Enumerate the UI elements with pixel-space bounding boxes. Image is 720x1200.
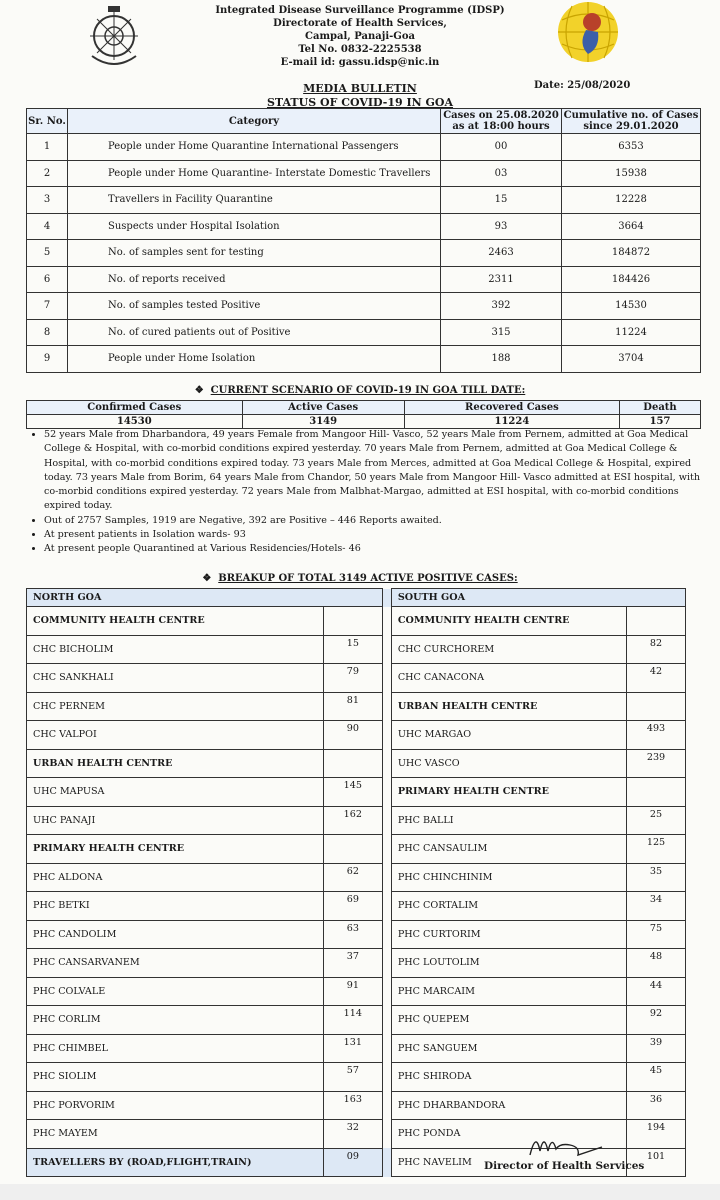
sr-cell: 4	[27, 213, 68, 240]
list-item: • 52 years Male from Dharbandora, 49 years Female from Mangoor Hill- Vasco, 52 years Male from Pernem, admitted at Goa Medical College & Hospital, with co-morbid conditions expired yesterday. 70 years Male from Pernem, admitted at Goa Medical College & Hospital, with co-morbid conditions expired today. 73 years Male from Merces, admitted at Goa Medical College & Hospital, expired today. 73 years Male from Borim, 64 years Male from Chandor, 50 years Male from Mangoor Hill- Vasco admitted at ESI hospital, with co-morbid conditions expired yesterday. 72 years Male from Malbhat-Margao, admitted at ESI hospital, with co-morbid conditions expired today.	[44, 428, 704, 514]
south-case-count	[627, 607, 686, 636]
scenario-label: Confirmed Cases	[27, 401, 243, 415]
table-row	[27, 920, 686, 949]
table-row	[27, 1006, 686, 1035]
south-goa-header: SOUTH GOA	[391, 589, 685, 607]
south-case-count: 82	[627, 635, 686, 664]
scenario-value-row	[27, 415, 701, 429]
category-cell: No. of samples sent for testing	[68, 240, 441, 267]
cumulative-cell: 14530	[562, 293, 701, 320]
north-centre-name: UHC PANAJI	[27, 806, 324, 835]
category-cell: People under Home Isolation	[68, 346, 441, 373]
north-centre-name: PRIMARY HEALTH CENTRE	[27, 835, 324, 864]
north-case-count: 79	[323, 664, 382, 693]
south-case-count: 101	[627, 1148, 686, 1177]
table-row	[27, 1063, 686, 1092]
scenario-label: Death	[620, 401, 701, 415]
south-case-count	[627, 692, 686, 721]
south-centre-name: PHC LOUTOLIM	[391, 949, 626, 978]
category-cell: People under Home Quarantine- Interstate Domestic Travellers	[68, 160, 441, 187]
south-case-count: 36	[627, 1091, 686, 1120]
cumulative-cell: 11224	[562, 319, 701, 346]
breakup-heading-text: BREAKUP OF TOTAL 3149 ACTIVE POSITIVE CASES:	[218, 573, 518, 584]
column-header: Category	[68, 109, 441, 134]
north-centre-name: PHC BETKI	[27, 892, 324, 921]
north-case-count: 145	[323, 778, 382, 807]
north-case-count: 69	[323, 892, 382, 921]
south-case-count: 125	[627, 835, 686, 864]
cumulative-cell: 6353	[562, 134, 701, 161]
list-item: • Out of 2757 Samples, 1919 are Negative, 392 are Positive – 446 Reports awaited.	[44, 514, 704, 528]
breakup-table	[26, 588, 686, 1177]
north-case-count: 162	[323, 806, 382, 835]
active-cases-value: 3149	[242, 415, 404, 429]
south-case-count: 239	[627, 749, 686, 778]
bottom-strip	[0, 1184, 720, 1200]
table-row	[27, 977, 686, 1006]
column-header: Cases on 25.08.2020 as at 18:00 hours	[441, 109, 562, 134]
north-centre-name: PHC CORLIM	[27, 1006, 324, 1035]
north-case-count	[323, 607, 382, 636]
category-cell: No. of reports received	[68, 266, 441, 293]
today-cell: 00	[441, 134, 562, 161]
table-row	[27, 266, 701, 293]
scenario-label: Active Cases	[242, 401, 404, 415]
category-cell: Suspects under Hospital Isolation	[68, 213, 441, 240]
north-case-count: 62	[323, 863, 382, 892]
south-centre-name: PHC CANSAULIM	[391, 835, 626, 864]
south-case-count: 75	[627, 920, 686, 949]
category-cell: People under Home Quarantine International Passengers	[68, 134, 441, 161]
north-centre-name: CHC SANKHALI	[27, 664, 324, 693]
south-case-count: 25	[627, 806, 686, 835]
table-row	[27, 721, 686, 750]
org-line: E-mail id: gassu.idsp@nic.in	[280, 57, 440, 68]
south-case-count: 34	[627, 892, 686, 921]
south-centre-name: PHC MARCAIM	[391, 977, 626, 1006]
cumulative-cell: 15938	[562, 160, 701, 187]
table-row	[27, 806, 686, 835]
north-case-count: 15	[323, 635, 382, 664]
bulletin-title	[0, 82, 720, 110]
north-centre-name: PHC ALDONA	[27, 863, 324, 892]
sr-cell: 9	[27, 346, 68, 373]
north-centre-name: PHC MAYEM	[27, 1120, 324, 1149]
south-centre-name: PHC NAVELIM	[391, 1148, 626, 1177]
cumulative-cell: 12228	[562, 187, 701, 214]
recovered-cases-value: 11224	[404, 415, 619, 429]
south-case-count: 493	[627, 721, 686, 750]
south-centre-name: PHC CURTORIM	[391, 920, 626, 949]
sr-cell: 3	[27, 187, 68, 214]
south-case-count: 194	[627, 1120, 686, 1149]
north-centre-name: PHC CANDOLIM	[27, 920, 324, 949]
status-table	[26, 108, 701, 373]
table-row	[27, 319, 701, 346]
scenario-heading: ❖ CURRENT SCENARIO OF COVID-19 IN GOA TILL DATE:	[194, 385, 526, 396]
today-cell: 15	[441, 187, 562, 214]
south-centre-name: PHC SANGUEM	[391, 1034, 626, 1063]
goa-emblem-icon	[84, 6, 144, 74]
north-case-count: 37	[323, 949, 382, 978]
table-row	[27, 835, 686, 864]
today-cell: 188	[441, 346, 562, 373]
north-centre-name: PHC CHIMBEL	[27, 1034, 324, 1063]
cumulative-cell: 184872	[562, 240, 701, 267]
north-centre-name: COMMUNITY HEALTH CENTRE	[27, 607, 324, 636]
org-line: Campal, Panaji-Goa	[305, 31, 415, 42]
north-centre-name: TRAVELLERS BY (ROAD,FLIGHT,TRAIN)	[27, 1148, 324, 1177]
sr-cell: 2	[27, 160, 68, 187]
org-line: Tel No. 0832-2225538	[298, 44, 422, 55]
scenario-label-row	[27, 401, 701, 415]
south-case-count: 45	[627, 1063, 686, 1092]
table-row	[27, 160, 701, 187]
signature-icon	[520, 1125, 610, 1165]
sr-cell: 8	[27, 319, 68, 346]
south-case-count: 39	[627, 1034, 686, 1063]
north-centre-name: PHC CANSARVANEM	[27, 949, 324, 978]
north-centre-name: CHC BICHOLIM	[27, 635, 324, 664]
status-table-body	[27, 134, 701, 373]
table-row	[27, 664, 686, 693]
list-item: • At present people Quarantined at Various Residencies/Hotels- 46	[44, 542, 704, 556]
south-centre-name: PHC QUEPEM	[391, 1006, 626, 1035]
south-case-count	[627, 778, 686, 807]
table-row	[27, 949, 686, 978]
south-centre-name: PHC PONDA	[391, 1120, 626, 1149]
table-row	[27, 778, 686, 807]
south-centre-name: COMMUNITY HEALTH CENTRE	[391, 607, 626, 636]
table-header-row	[27, 109, 701, 134]
sr-cell: 6	[27, 266, 68, 293]
bulletin-date: Date: 25/08/2020	[534, 80, 631, 91]
table-row	[27, 1091, 686, 1120]
north-case-count: 81	[323, 692, 382, 721]
north-case-count: 63	[323, 920, 382, 949]
north-centre-name: UHC MAPUSA	[27, 778, 324, 807]
south-case-count: 44	[627, 977, 686, 1006]
south-centre-name: PHC CHINCHINIM	[391, 863, 626, 892]
today-cell: 2311	[441, 266, 562, 293]
south-centre-name: CHC CURCHOREM	[391, 635, 626, 664]
org-line: Integrated Disease Surveillance Programme (IDSP)	[215, 5, 505, 16]
south-case-count: 48	[627, 949, 686, 978]
north-case-count: 114	[323, 1006, 382, 1035]
sr-cell: 1	[27, 134, 68, 161]
south-centre-name: PHC DHARBANDORA	[391, 1091, 626, 1120]
org-line: Directorate of Health Services,	[273, 18, 447, 29]
north-case-count: 57	[323, 1063, 382, 1092]
north-centre-name: URBAN HEALTH CENTRE	[27, 749, 324, 778]
south-centre-name: PRIMARY HEALTH CENTRE	[391, 778, 626, 807]
table-row	[27, 187, 701, 214]
table-row	[27, 213, 701, 240]
cumulative-cell: 3704	[562, 346, 701, 373]
list-item: • At present patients in Isolation wards- 93	[44, 528, 704, 542]
south-centre-name: UHC VASCO	[391, 749, 626, 778]
today-cell: 93	[441, 213, 562, 240]
category-cell: No. of samples tested Positive	[68, 293, 441, 320]
death-value: 157	[620, 415, 701, 429]
north-case-count	[323, 835, 382, 864]
south-centre-name: PHC BALLI	[391, 806, 626, 835]
south-centre-name: CHC CANACONA	[391, 664, 626, 693]
south-case-count: 35	[627, 863, 686, 892]
south-case-count: 42	[627, 664, 686, 693]
scenario-label: Recovered Cases	[404, 401, 619, 415]
north-case-count: 32	[323, 1120, 382, 1149]
south-case-count: 92	[627, 1006, 686, 1035]
south-centre-name: UHC MARGAO	[391, 721, 626, 750]
sr-cell: 5	[27, 240, 68, 267]
breakup-header-row	[27, 589, 686, 607]
bullet-list	[30, 428, 704, 557]
today-cell: 392	[441, 293, 562, 320]
north-case-count: 163	[323, 1091, 382, 1120]
table-row	[27, 1034, 686, 1063]
breakup-heading: ❖ BREAKUP OF TOTAL 3149 ACTIVE POSITIVE CASES:	[202, 573, 518, 584]
category-cell: No. of cured patients out of Positive	[68, 319, 441, 346]
table-row	[27, 892, 686, 921]
north-centre-name: CHC PERNEM	[27, 692, 324, 721]
table-row	[27, 240, 701, 267]
scenario-heading-text: CURRENT SCENARIO OF COVID-19 IN GOA TILL DATE:	[210, 385, 526, 396]
north-case-count: 91	[323, 977, 382, 1006]
table-row	[27, 293, 701, 320]
today-cell: 315	[441, 319, 562, 346]
category-cell: Travellers in Facility Quarantine	[68, 187, 441, 214]
south-centre-name: PHC SHIRODA	[391, 1063, 626, 1092]
north-centre-name: PHC COLVALE	[27, 977, 324, 1006]
confirmed-cases-value: 14530	[27, 415, 243, 429]
scenario-table	[26, 400, 701, 429]
south-centre-name: URBAN HEALTH CENTRE	[391, 692, 626, 721]
south-centre-name: PHC CORTALIM	[391, 892, 626, 921]
column-header: Cumulative no. of Cases since 29.01.2020	[562, 109, 701, 134]
today-cell: 03	[441, 160, 562, 187]
north-case-count: 90	[323, 721, 382, 750]
north-case-count	[323, 749, 382, 778]
column-header: Sr. No.	[27, 109, 68, 134]
table-row	[27, 863, 686, 892]
north-case-count: 09	[323, 1148, 382, 1177]
cumulative-cell: 184426	[562, 266, 701, 293]
table-row	[27, 607, 686, 636]
table-row	[27, 134, 701, 161]
cumulative-cell: 3664	[562, 213, 701, 240]
page-subtitle: STATUS OF COVID-19 IN GOA	[266, 96, 454, 109]
letterhead	[0, 0, 720, 80]
breakup-table-body	[27, 607, 686, 1177]
north-case-count: 131	[323, 1034, 382, 1063]
table-row	[27, 749, 686, 778]
north-centre-name: CHC VALPOI	[27, 721, 324, 750]
page-title: MEDIA BULLETIN	[303, 82, 417, 95]
table-row	[27, 346, 701, 373]
table-row	[27, 692, 686, 721]
signatory: Director of Health Services	[484, 1160, 645, 1172]
table-row	[27, 635, 686, 664]
north-centre-name: PHC PORVORIM	[27, 1091, 324, 1120]
today-cell: 2463	[441, 240, 562, 267]
sr-cell: 7	[27, 293, 68, 320]
organization-details	[190, 4, 530, 69]
north-centre-name: PHC SIOLIM	[27, 1063, 324, 1092]
north-goa-header: NORTH GOA	[27, 589, 383, 607]
idsp-logo-icon	[548, 0, 628, 66]
